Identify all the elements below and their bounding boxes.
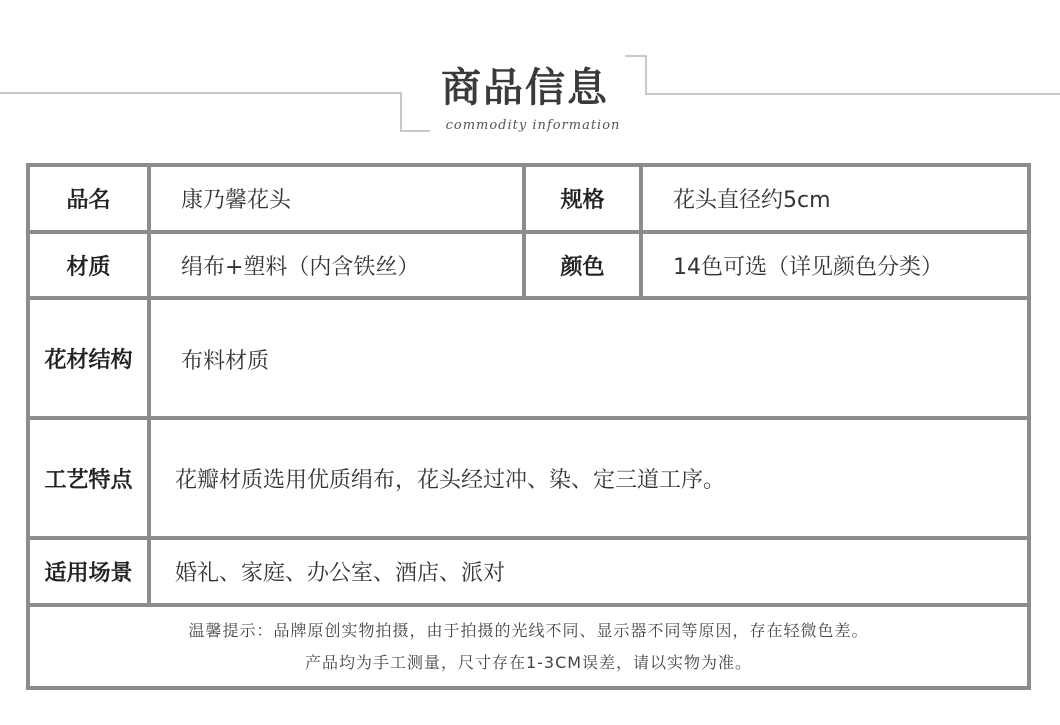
label-scenario: 适用场景 (30, 540, 147, 603)
product-info-table (26, 163, 1031, 690)
header-bracket-top (625, 55, 647, 57)
label-product-name: 品名 (30, 167, 147, 230)
label-color: 颜色 (526, 234, 639, 296)
value-product-name: 康乃馨花头 (151, 167, 522, 230)
value-color: 14色可选（详见颜色分类） (643, 234, 1027, 296)
notice-box (30, 607, 1027, 686)
label-material: 材质 (30, 234, 147, 296)
header-bracket-bottom (400, 130, 430, 132)
header-bracket-right (645, 55, 647, 95)
value-craft: 花瓣材质选用优质绢布，花头经过冲、染、定三道工序。 (151, 420, 1027, 536)
notice-line-2: 产品均为手工测量，尺寸存在1-3CM误差，请以实物为准。 (304, 652, 753, 672)
label-craft: 工艺特点 (30, 420, 147, 536)
value-structure: 布料材质 (151, 300, 1027, 416)
section-title: 商品信息 (441, 65, 609, 111)
label-structure: 花材结构 (30, 300, 147, 416)
value-spec: 花头直径约5cm (643, 167, 1027, 230)
notice-line-1: 温馨提示：品牌原创实物拍摄，由于拍摄的光线不同、显示器不同等原因，存在轻微色差。 (188, 620, 869, 640)
header-line-left (0, 92, 400, 94)
header-bracket-left (400, 92, 402, 132)
section-subtitle: commodity information (445, 118, 621, 133)
value-scenario: 婚礼、家庭、办公室、酒店、派对 (151, 540, 1027, 603)
section-header (0, 0, 1060, 150)
value-material: 绢布+塑料（内含铁丝） (151, 234, 522, 296)
label-spec: 规格 (526, 167, 639, 230)
header-line-right (645, 93, 1060, 95)
